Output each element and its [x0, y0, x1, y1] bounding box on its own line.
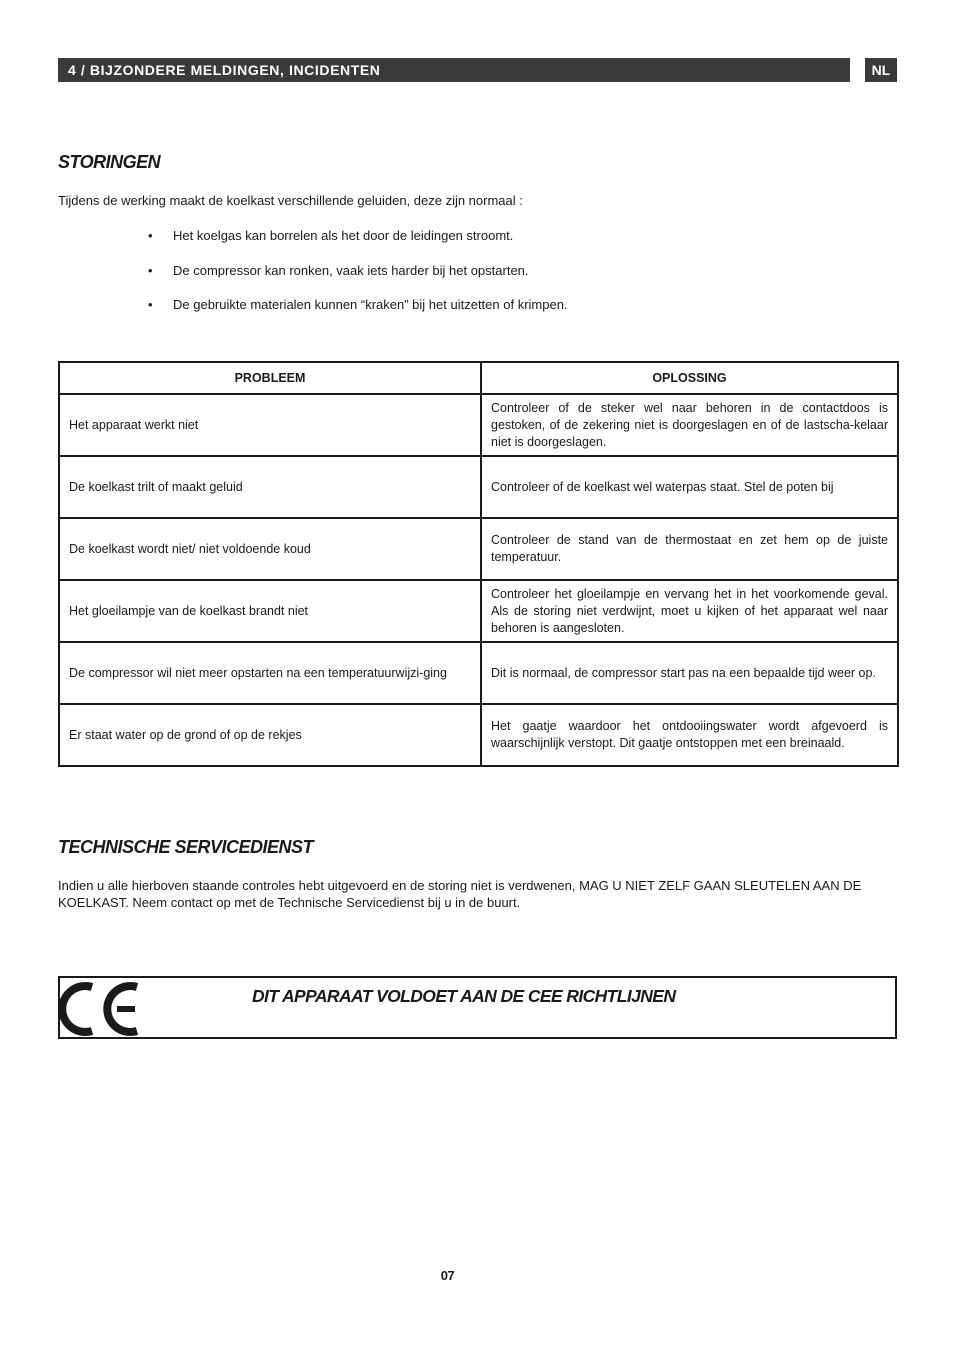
ce-compliance-text: DIT APPARAAT VOLDOET AAN DE CEE RICHTLIJNEN [252, 986, 676, 1006]
storingen-title: STORINGEN [58, 152, 161, 172]
list-item [148, 296, 568, 313]
list-item [148, 262, 568, 279]
problem-cell: Het gloeilampje van de koelkast brandt niet [59, 580, 481, 642]
storingen-intro: Tijdens de werking maakt de koelkast verschillende geluiden, deze zijn normaal : [58, 193, 523, 208]
solution-cell: Controleer of de koelkast wel waterpas staat. Stel de poten bij [481, 456, 898, 518]
solution-cell: Controleer de stand van de thermostaat en zet hem op de juiste temperatuur. [481, 518, 898, 580]
table-row [59, 518, 898, 580]
page-number: 07 [440, 1268, 455, 1283]
bullet-icon: • [148, 228, 153, 243]
problem-cell: Het apparaat werkt niet [59, 394, 481, 456]
solution-cell: Het gaatje waardoor het ontdooiingswater wordt afgevoerd is waarschijnlijk verstopt. Dit gaatje ontstoppen met een breinaald. [481, 704, 898, 766]
table-row [59, 394, 898, 456]
service-text: Indien u alle hierboven staande controles hebt uitgevoerd en de storing niet is verdwenen, MAG U NIET ZELF GAAN SLEUTELEN AAN DE KOELKAST. Neem contact op met de Technische Servicedienst bij u in de buurt. [58, 878, 862, 910]
solution-cell: Controleer het gloeilampje en vervang het in het voorkomende geval. Als de storing niet verdwijnt, moet u kijken of het apparaat wel naar behoren is aangesloten. [481, 580, 898, 642]
bullet-icon: • [148, 262, 153, 278]
service-title: TECHNISCHE SERVICEDIENST [58, 837, 314, 857]
table-row [59, 456, 898, 518]
table-row [59, 642, 898, 704]
noise-list [148, 227, 568, 331]
list-item-text: De compressor kan ronken, vaak iets harder bij het opstarten. [173, 262, 529, 278]
list-item [148, 227, 568, 244]
table-row [59, 580, 898, 642]
section-header-title: 4 / BIJZONDERE MELDINGEN, INCIDENTEN [68, 62, 381, 78]
column-header-problem: PROBLEEM [59, 362, 481, 394]
solution-cell: Dit is normaal, de compressor start pas na een bepaalde tijd weer op. [481, 642, 898, 704]
section-header-bar [58, 58, 850, 82]
problem-cell: De compressor wil niet meer opstarten na een temperatuurwijzi-ging [59, 642, 481, 704]
troubleshooting-table [58, 361, 899, 767]
table-header-row [59, 362, 898, 394]
problem-cell: De koelkast wordt niet/ niet voldoende koud [59, 518, 481, 580]
bullet-icon: • [148, 297, 153, 312]
solution-cell: Controleer of de steker wel naar behoren in de contactdoos is gestoken, of de zekering niet is doorgeslagen en of de lastscha-kelaar niet is doorgeslagen. [481, 394, 898, 456]
ce-compliance-box [58, 976, 897, 1039]
language-code: NL [871, 62, 891, 78]
ce-mark-icon [60, 981, 142, 1037]
problem-cell: De koelkast trilt of maakt geluid [59, 456, 481, 518]
language-badge [865, 58, 897, 82]
column-header-solution: OPLOSSING [481, 362, 898, 394]
list-item-text: De gebruikte materialen kunnen “kraken” bij het uitzetten of krimpen. [173, 297, 568, 312]
list-item-text: Het koelgas kan borrelen als het door de leidingen stroomt. [173, 228, 514, 243]
problem-cell: Er staat water op de grond of op de rekjes [59, 704, 481, 766]
table-row [59, 704, 898, 766]
